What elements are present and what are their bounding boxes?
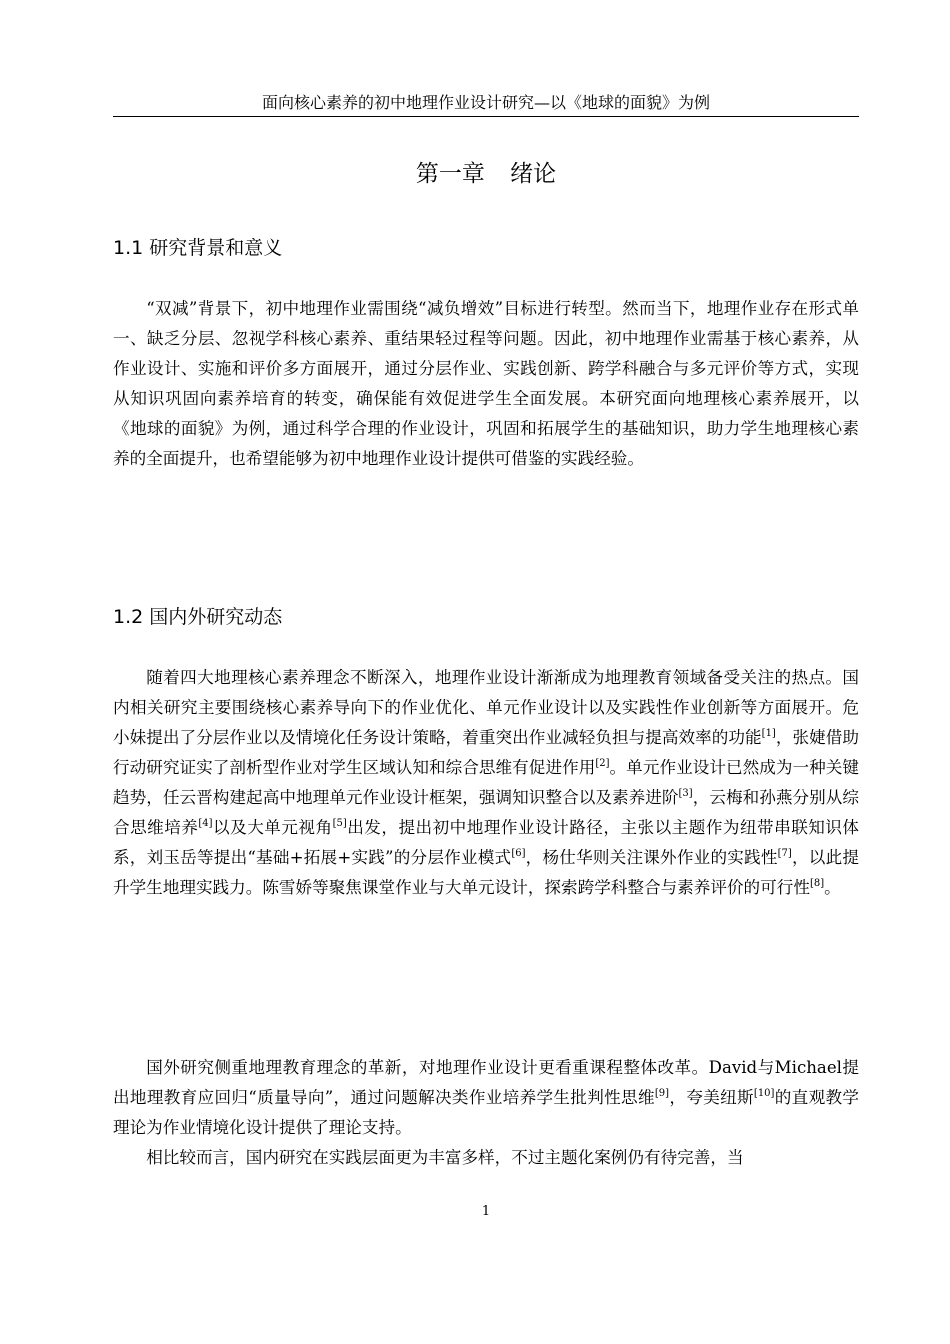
- text-run: ，云梅和孙燕分别从综合思维培养: [113, 788, 860, 837]
- text-run: ，夸美纽斯: [669, 1088, 754, 1107]
- citation-ref: [10]: [753, 1088, 775, 1099]
- text-run: 以及大单元视角: [212, 818, 333, 837]
- paragraph-research-background: “双减”背景下，初中地理作业需围绕“减负增效”目标进行转型。然而当下，地理作业存在形式单一、缺乏分层、忽视学科核心素养、重结果轻过程等问题。因此，初中地理作业需基于核心素养，从作业设计、实施和评价多方面展开，通过分层作业、实践创新、跨学科融合与多元评价等方式，实现从知识巩固向素养培育的转变，确保能有效促进学生全面发展。本研究面向地理核心素养展开，以《地球的面貌》为例，通过科学合理的作业设计，巩固和拓展学生的基础知识，助力学生地理核心素养的全面提升，也希望能够为初中地理作业设计提供可借鉴的实践经验。: [113, 299, 859, 468]
- citation-ref: [8]: [809, 878, 825, 889]
- citation-ref: [4]: [198, 818, 213, 829]
- text-run: ，杨仕华则关注课外作业的实践性: [525, 848, 778, 867]
- running-header: 面向核心素养的初中地理作业设计研究—以《地球的面貌》为例: [113, 92, 859, 117]
- paragraph-domestic-research: [113, 663, 859, 903]
- citation-ref: [6]: [511, 848, 526, 859]
- text-run: ，以此提升学生地理实践力。陈雪娇等聚焦课堂作业与大单元设计，探索跨学科整合与素养评价的可行性: [113, 848, 859, 897]
- page-number: 1: [481, 1204, 491, 1219]
- chapter-title: 第一章 绪论: [415, 161, 557, 187]
- text-run: 。单元作业设计已然成为一种关键趋势，任云晋构建起高中地理单元作业设计框架，强调知识整合以及素养进阶: [113, 758, 860, 807]
- paragraph-comparison: 相比较而言，国内研究在实践层面更为丰富多样，不过主题化案例仍有待完善，当: [146, 1148, 744, 1167]
- text-run: 。: [824, 878, 841, 897]
- text-run: 出发，提出初中地理作业设计路径，主张以主题作为纽带串联知识体系，刘玉岳等提出“基础+拓展+实践”的分层作业模式: [113, 818, 860, 867]
- section-heading-1-1: 1.1 研究背景和意义: [113, 237, 283, 259]
- citation-ref: [2]: [595, 758, 610, 769]
- citation-ref: [7]: [777, 848, 792, 859]
- text-run: 国外研究侧重地理教育理念的革新，对地理作业设计更看重课程整体改革。David与Michael提出地理教育应回归“质量导向”，通过问题解决类作业培养学生批判性思维: [113, 1058, 859, 1107]
- citation-ref: [9]: [654, 1088, 670, 1099]
- text-run: 的直观教学理论为作业情境化设计提供了理论支持。: [113, 1088, 860, 1137]
- text-run: ，张婕借助行动研究证实了剖析型作业对学生区域认知和综合思维有促进作用: [113, 728, 860, 777]
- paragraph-foreign-research: [113, 1053, 859, 1143]
- citation-ref: [5]: [332, 818, 347, 829]
- section-heading-1-2: 1.2 国内外研究动态: [113, 606, 283, 628]
- citation-ref: [1]: [761, 728, 776, 739]
- text-run: 随着四大地理核心素养理念不断深入，地理作业设计渐渐成为地理教育领域备受关注的热点。国内相关研究主要围绕核心素养导向下的作业优化、单元作业设计以及实践性作业创新等方面展开。危小妹提出了分层作业以及情境化任务设计策略，着重突出作业减轻负担与提高效率的功能: [113, 668, 859, 747]
- citation-ref: [3]: [678, 788, 693, 799]
